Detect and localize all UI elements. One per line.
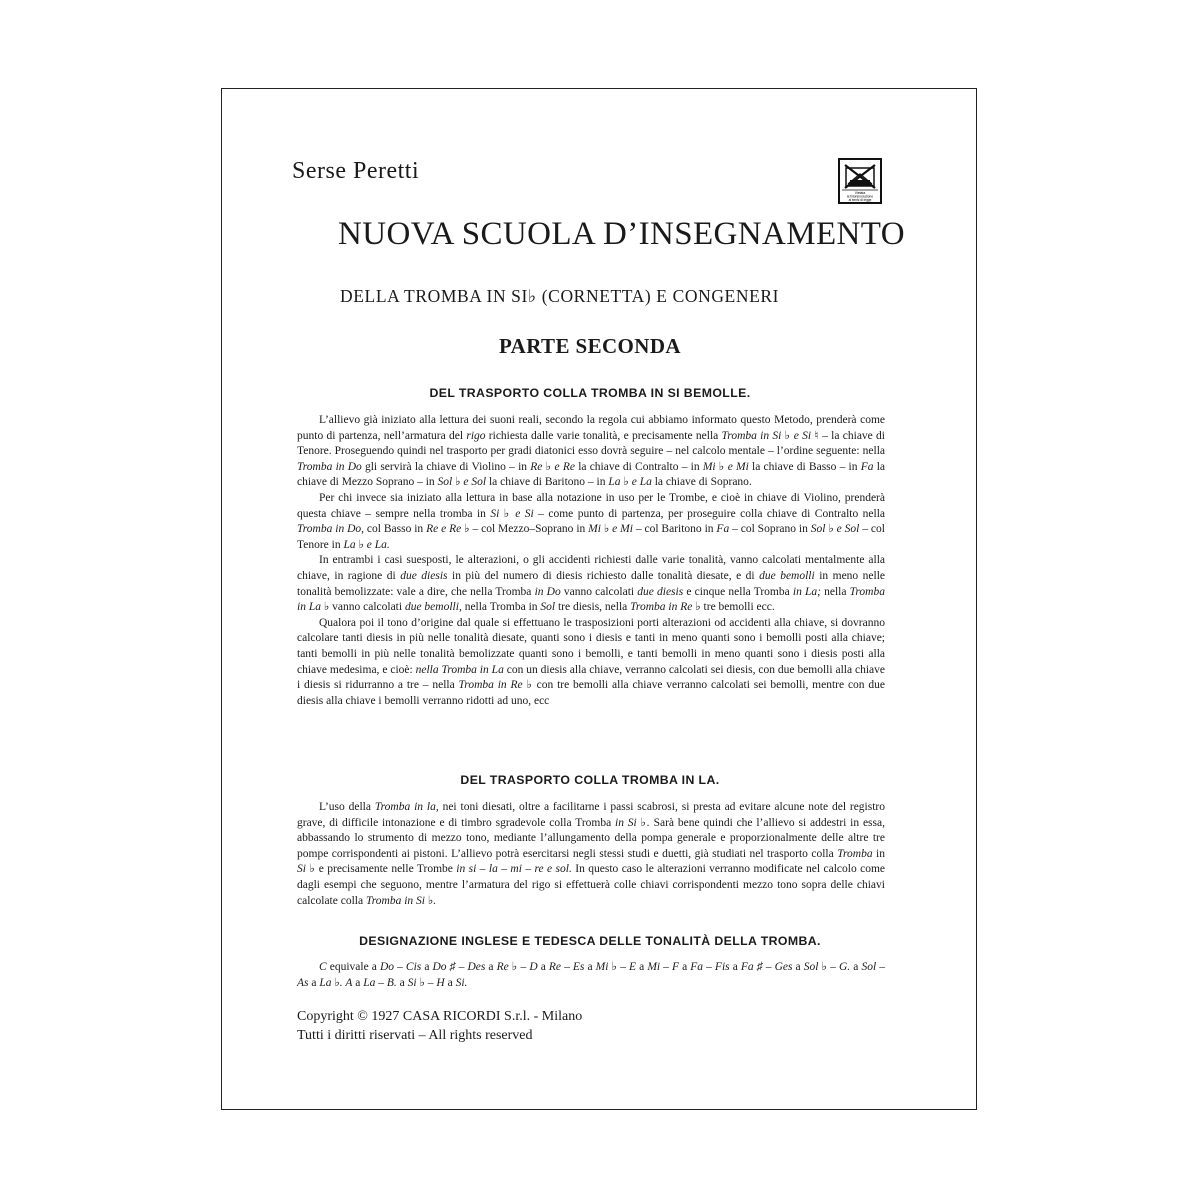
text-run: a bbox=[352, 976, 364, 989]
italic-text: Fa ♯ – Ges bbox=[740, 961, 793, 973]
text-run: – col Tenore in bbox=[297, 523, 885, 551]
italic-text: Tromba in Do bbox=[297, 523, 362, 536]
section-body-la bbox=[297, 800, 885, 909]
italic-text: Mi ♭ – E bbox=[595, 961, 637, 973]
text-run: con tre bemolli alla chiave verranno calcolati sei bemolli, mentre con due diesis alla chiave i bemolli verranno ridotti ad uno, ecc bbox=[297, 679, 885, 707]
italic-text: C bbox=[319, 961, 327, 973]
text-run: e cinque nella Tromba bbox=[683, 585, 793, 598]
italic-text: Tromba in Re ♭ bbox=[630, 601, 701, 614]
italic-text: due bemolli bbox=[759, 569, 815, 582]
section-body-designazione bbox=[297, 960, 885, 991]
section-heading-designazione: DESIGNAZIONE INGLESE E TEDESCA DELLE TONALITÀ DELLA TROMBA. bbox=[359, 934, 821, 948]
italic-text: Sol – As bbox=[297, 961, 885, 989]
italic-text: Tromba in Si ♭. bbox=[365, 894, 437, 907]
rights-line: Tutti i diritti riservati – All rights reserved bbox=[297, 1027, 533, 1043]
paragraph bbox=[297, 553, 885, 615]
italic-text: Fa – Fis bbox=[690, 961, 730, 973]
italic-text: in La; bbox=[792, 585, 821, 598]
paragraph bbox=[297, 491, 885, 553]
italic-text: Si ♭ bbox=[297, 863, 316, 876]
text-run: in più del numero di diesis richiesto dalle tonalità diesate, e di bbox=[447, 569, 760, 582]
italic-text: due diesis bbox=[400, 569, 448, 582]
text-run: e precisamente nelle Trombe bbox=[315, 863, 457, 876]
italic-text: Sol bbox=[540, 601, 556, 614]
text-run: a bbox=[636, 961, 648, 973]
text-run: Qualora poi il tono d’origine dal quale si effettuano le trasposizioni porti alterazioni od accidenti alla chiave, si dovranno calcolare tanti diesis in più nelle tonalità diesate, quanti sono i diesis e tanti in meno quanti sono i bemolli posti alla chiave; tanti bemolli in più nelle tonalità bemolizzate quanti sono i bemolli, e tanti bemolli in meno quanti sono i diesis posti alla chiave medesima, e cioè: bbox=[297, 616, 885, 676]
text-run: la chiave di Mezzo Soprano – in bbox=[297, 460, 885, 489]
italic-text: Mi ♭ e Mi bbox=[588, 523, 633, 536]
text-run: in bbox=[872, 847, 885, 860]
logo-text-1: Vietata bbox=[854, 191, 866, 195]
text-run: a bbox=[485, 961, 497, 973]
no-photocopy-icon bbox=[840, 160, 880, 202]
text-run: nei toni diesati, oltre a facilitarne i passi scabrosi, si presta ad evitare alcune note del registro grave, di difficile intonazione e di timbro sgradevole colla Tromba bbox=[297, 801, 886, 829]
paragraph bbox=[297, 960, 885, 991]
text-run: in meno nelle tonalità bemolizzate: vale a dire, che nella Tromba bbox=[297, 569, 886, 598]
text-run: a bbox=[537, 961, 549, 973]
text-run: la chiave di Basso – in bbox=[748, 460, 861, 473]
text-run: In questo caso le alterazioni verranno modificate nel calcolo come dagli esempi che seguono, mentre l’armatura del rigo si effettuerà colle chiavi corrispondenti mezzo tono sopra delle chiavi calcolate colla bbox=[297, 863, 886, 907]
text-run: a bbox=[729, 961, 741, 973]
text-run: L’allievo già iniziato alla lettura dei suoni reali, secondo la regola cui abbiamo informato questo Metodo, prenderà come punto di partenza, nell’armatura del bbox=[297, 414, 885, 442]
italic-text: La ♭ e La. bbox=[343, 538, 390, 551]
text-run: nella bbox=[820, 585, 850, 598]
italic-text: La – B. bbox=[363, 976, 397, 989]
italic-text: in si – la – mi – re e sol. bbox=[456, 863, 572, 876]
text-run: – la chiave di Tenore. Proseguendo quindi nel trasporto per gradi diatonici esso dovrà seguire – nel calcolo mentale – l’ordine seguente: nella bbox=[297, 429, 885, 458]
italic-text: Re e Re ♭ bbox=[426, 523, 470, 536]
section-heading-si-bemolle: DEL TRASPORTO COLLA TROMBA IN SI BEMOLLE. bbox=[429, 386, 751, 400]
italic-text: in Si ♭. bbox=[615, 816, 650, 829]
text-run: la chiave di Soprano. bbox=[651, 476, 752, 489]
author-name: Serse Peretti bbox=[292, 158, 420, 184]
italic-text: due diesis bbox=[637, 585, 684, 598]
text-run: , col Basso in bbox=[361, 523, 427, 536]
italic-text: Si ♭ – H bbox=[407, 976, 445, 989]
italic-text: Sol ♭ e Sol bbox=[437, 476, 487, 489]
text-run: a bbox=[396, 976, 408, 989]
paragraph bbox=[297, 800, 885, 909]
italic-text: Si ♭ e Si bbox=[490, 507, 534, 520]
text-run: tre bemolli ecc. bbox=[700, 601, 775, 614]
copyright-block bbox=[297, 1008, 582, 1045]
section-heading-la: DEL TRASPORTO COLLA TROMBA IN LA. bbox=[460, 773, 720, 787]
text-run: – col Baritono in bbox=[632, 523, 717, 536]
text-run: In entrambi i casi suesposti, le alterazioni, o gli accidenti richiesti dalle varie tonalità, vanno calcolati mentalmente alla chiave, in ragione di bbox=[297, 554, 885, 582]
italic-text: Re ♭ – D bbox=[496, 961, 538, 973]
italic-text: Tromba in Do bbox=[297, 460, 362, 473]
section-body-si-bemolle bbox=[297, 413, 885, 709]
italic-text: Fa bbox=[716, 523, 730, 536]
subtitle: DELLA TROMBA IN SI♭ (CORNETTA) E CONGENERI bbox=[340, 286, 780, 306]
no-photocopy-logo bbox=[838, 158, 882, 204]
text-run: a bbox=[850, 961, 862, 973]
text-run: la chiave di Contralto – in bbox=[574, 460, 703, 473]
text-run: a bbox=[679, 961, 691, 973]
text-run: equivale a bbox=[326, 961, 380, 973]
italic-text: nella Tromba in La bbox=[415, 663, 504, 676]
italic-text: Mi ♭ e Mi bbox=[702, 460, 749, 473]
text-run: a bbox=[444, 976, 456, 989]
text-run: richiesta dalle varie tonalità, e precisamente nella bbox=[485, 429, 722, 442]
text-run: a bbox=[584, 961, 596, 973]
italic-text: Re ♭ e Re bbox=[530, 460, 575, 473]
text-run: tre diesis, nella bbox=[555, 601, 631, 614]
italic-text: due bemolli bbox=[404, 601, 459, 614]
text-run: – col Mezzo–Soprano in bbox=[469, 523, 589, 536]
italic-text: Do – Cis bbox=[379, 961, 422, 973]
italic-text: Sol ♭ – G. bbox=[803, 961, 851, 973]
text-run: vanno calcolati bbox=[329, 601, 405, 614]
logo-text-3: ai sensi di legge bbox=[848, 198, 872, 202]
italic-text: Tromba bbox=[837, 847, 873, 860]
italic-text: La ♭ e La bbox=[608, 476, 652, 489]
text-run: – come punto di partenza, per proseguire colla chiave di Contralto nella bbox=[533, 507, 886, 520]
logo-text-2: la fotoriproduzione bbox=[846, 194, 874, 199]
italic-text: Tromba in Re ♭ bbox=[458, 679, 533, 692]
copyright-line: Copyright © 1927 CASA RICORDI S.r.l. - Milano bbox=[297, 1009, 583, 1024]
italic-text: Si. bbox=[455, 976, 468, 989]
text-run: – col Soprano in bbox=[729, 523, 811, 536]
paragraph bbox=[297, 413, 885, 491]
text-run: , nella Tromba in bbox=[458, 601, 541, 614]
italic-text: Tromba in La ♭ bbox=[297, 585, 885, 614]
italic-text: rigo bbox=[466, 429, 486, 442]
italic-text: Do ♯ – Des bbox=[432, 961, 486, 973]
text-run: a bbox=[792, 961, 804, 973]
main-title: NUOVA SCUOLA D’INSEGNAMENTO bbox=[338, 216, 905, 252]
text-run: a bbox=[421, 961, 433, 973]
text-run: Per chi invece sia iniziato alla lettura in base alla notazione in uso per le Trombe, e cioè in chiave di Violino, prenderà questa chiave – sempre nella tromba in bbox=[297, 491, 885, 520]
italic-text: Mi – F bbox=[647, 961, 680, 973]
italic-text: La ♭. A bbox=[319, 976, 353, 989]
text-run: vanno calcolati bbox=[560, 585, 638, 598]
text-run: la chiave di Baritono – in bbox=[486, 476, 609, 489]
text-run: Sarà bene quindi che l’allievo si addestri in essa, abbassando lo strumento di mezzo tono, mediante l’allungamento della pompa generale e proporzionalmente delle altre tre pompe corrispondenti ai pistoni. L’allievo potrà esercitarsi negli stessi studi e duetti, già studiati nel trasporto colla bbox=[297, 816, 885, 860]
italic-text: Tromba in Si ♭ e Si ♮ bbox=[721, 429, 819, 442]
paragraph bbox=[297, 616, 885, 710]
text-run: con un diesis alla chiave, verranno calcolati sei diesis, con due bemolli alla chiave i diesis si ridurranno a tre – nella bbox=[297, 663, 886, 692]
text-run: a bbox=[308, 976, 320, 989]
italic-text: Re – Es bbox=[548, 961, 585, 973]
part-title: PARTE SECONDA bbox=[498, 334, 681, 358]
text-run: L’uso della bbox=[319, 801, 375, 813]
italic-text: in Do bbox=[534, 585, 561, 598]
italic-text: Tromba in la, bbox=[374, 801, 439, 813]
italic-text: Sol ♭ e Sol bbox=[810, 523, 860, 536]
italic-text: Fa bbox=[860, 460, 874, 473]
text-run: gli servirà la chiave di Violino – in bbox=[361, 460, 531, 473]
